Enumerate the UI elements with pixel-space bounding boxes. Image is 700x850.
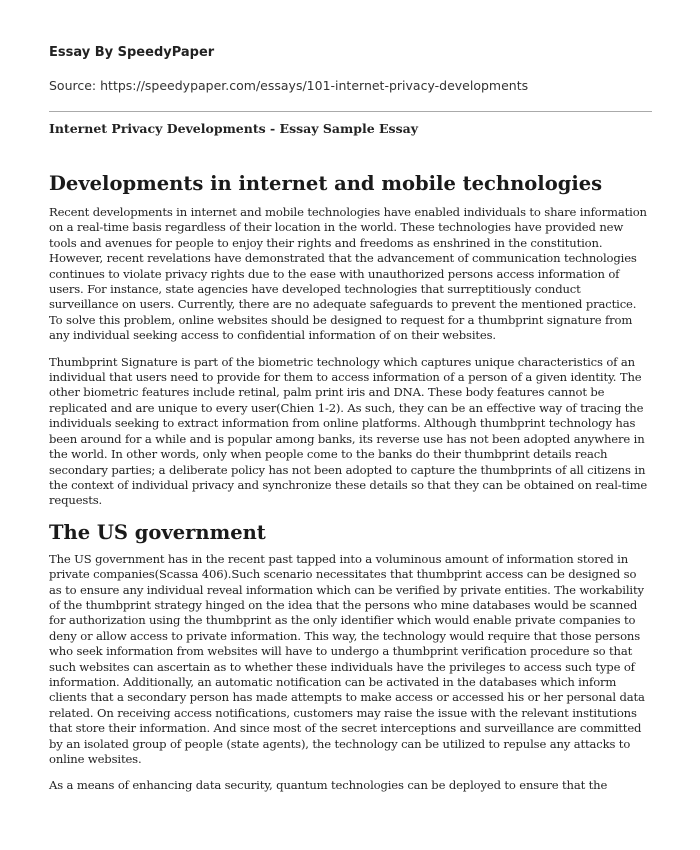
paragraph: Thumbprint Signature is part of the biometric technology which captures unique characteristics of an individual that users need to provide for them to access information of a person of a given identity. The other biometric features include retinal, palm print iris and DNA. These body features cannot be replicated and are unique to every user(Chien 1-2). As such, they can be an effective way of tracing the individuals seeking to extract information from online platforms. Although thumbprint technology has been around for a while and is popular among banks, its reverse use has not been adopted anywhere in the world. In other words, only when people come to the banks do their thumbprint details reach secondary parties; a deliberate policy has not been adopted to capture the thumbprints of all citizens in the context of individual privacy and synchronize these details so that they can be obtained on real-time requests. <box>49 354 648 508</box>
document-title: Internet Privacy Developments - Essay Sample Essay <box>49 121 418 136</box>
paragraph: As a means of enhancing data security, quantum technologies can be deployed to ensure that the <box>49 778 608 793</box>
section-heading-us-government: The US government <box>49 520 266 544</box>
essay-content <box>49 171 652 805</box>
source-line: Source: https://speedypaper.com/essays/101-internet-privacy-developments <box>49 78 529 93</box>
paragraph: Recent developments in internet and mobile technologies have enabled individuals to share information on a real-time basis regardless of their location in the world. These technologies have provided new tools and avenues for people to enjoy their rights and freedoms as enshrined in the constitution. However, recent revelations have demonstrated that the advancement of communication technologies continues to violate privacy rights due to the ease with unauthorized persons access information of users. For instance, state agencies have developed technologies that surreptitiously conduct surveillance on users. Currently, there are no adequate safeguards to prevent the mentioned practice. To solve this problem, online websites should be designed to request for a thumbprint signature from any individual seeking access to confidential information of on their websites. <box>49 205 647 343</box>
paragraph: The US government has in the recent past tapped into a voluminous amount of information stored in private companies(Scassa 406).Such scenario necessitates that thumbprint access can be designed so as to ensure any individual reveal information which can be verified by private entities. The workability of the thumbprint strategy hinged on the idea that the persons who mine databases would be scanned for authorization using the thumbprint as the only identifier which would enable private companies to deny or allow access to private information. This way, the technology would require that those persons who seek information from websites will have to undergo a thumbprint verification procedure so that such websites can ascertain as to whether these individuals have the privileges to access such type of information. Additionally, an automatic notification can be activated in the databases which inform clients that a secondary person has made attempts to make access or accessed his or her personal data related. On receiving access notifications, customers may raise the issue with the relevant institutions that store their information. And since most of the secret interceptions and surveillance are committed by an isolated group of people (state agents), the technology can be utilized to repulse any attacks to online websites. <box>49 551 645 766</box>
section-heading-developments: Developments in internet and mobile technologies <box>49 172 603 195</box>
header-divider <box>49 111 652 112</box>
site-header <box>49 44 659 95</box>
brand-title: Essay By SpeedyPaper <box>49 45 215 60</box>
